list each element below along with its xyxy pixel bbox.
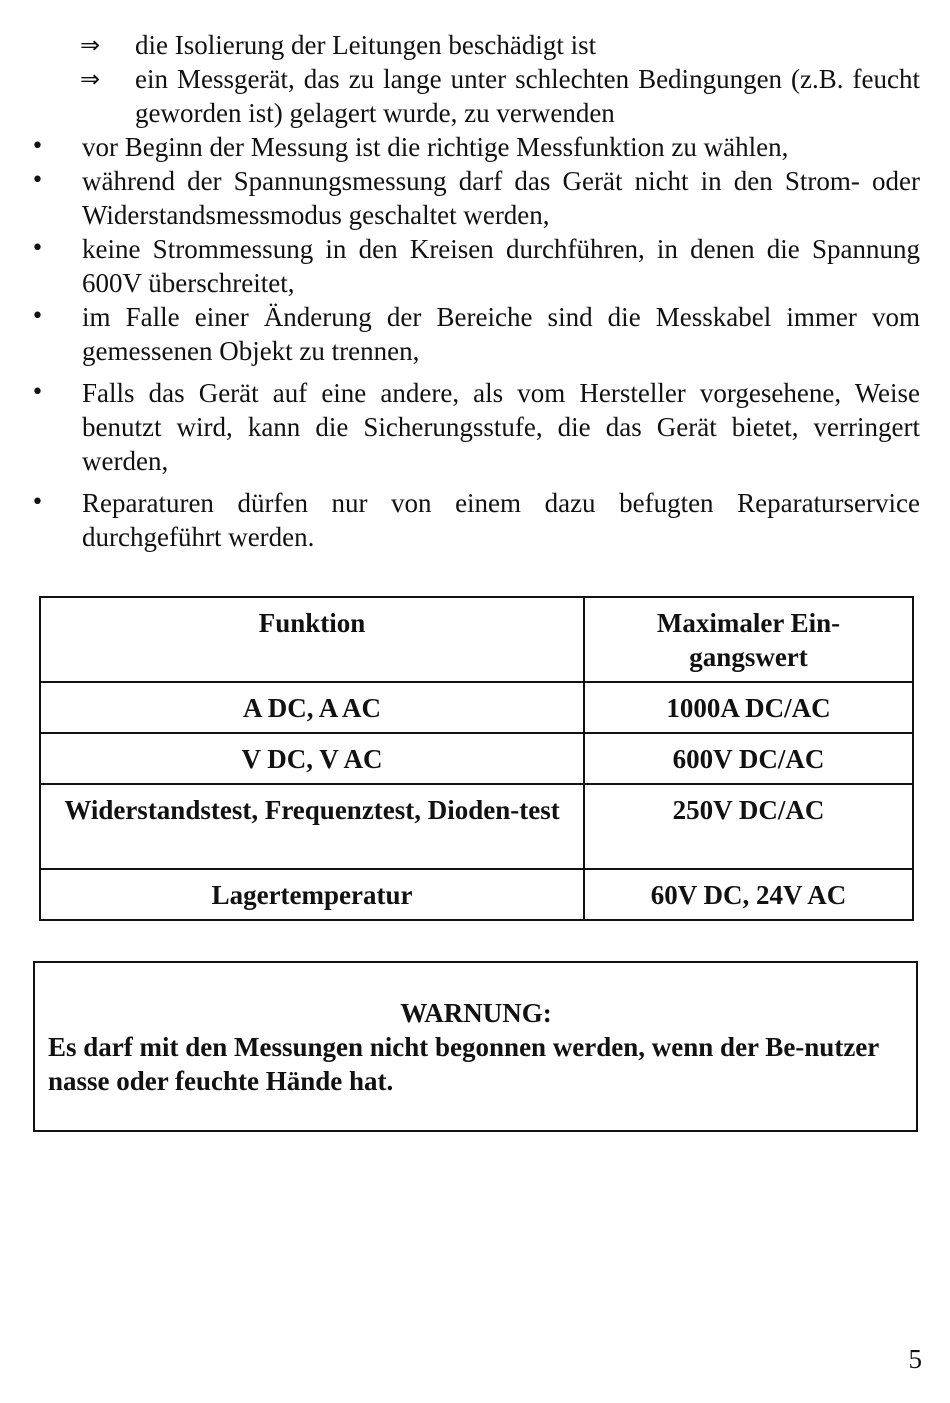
header-function: Funktion bbox=[40, 597, 584, 682]
bullet-icon: • bbox=[31, 380, 44, 405]
list-item-text: im Falle einer Änderung der Bereiche sind die Messkabel immer vom gemessenen Objekt zu trennen, bbox=[82, 302, 920, 366]
cell-function: V DC, V AC bbox=[40, 733, 584, 784]
arrow-list-item bbox=[80, 62, 920, 130]
cell-function: Lagertemperatur bbox=[40, 869, 584, 920]
bullet-icon: • bbox=[31, 304, 44, 329]
bullet-list-item bbox=[31, 486, 920, 554]
bullet-list-item bbox=[31, 376, 920, 478]
page-number: 5 bbox=[908, 1344, 922, 1374]
list-item-text: die Isolierung der Leitungen beschädigt ist bbox=[135, 30, 597, 60]
bullet-list-item bbox=[31, 232, 920, 300]
table-row bbox=[40, 784, 913, 869]
cell-function: Widerstandstest, Frequenztest, Dioden-test bbox=[40, 784, 584, 869]
table-row bbox=[40, 869, 913, 920]
list-item-text: vor Beginn der Messung ist die richtige Messfunktion zu wählen, bbox=[82, 132, 789, 162]
list-item-text: Falls das Gerät auf eine andere, als vom Hersteller vorgesehene, Weise benutzt wird, kann die Sicherungsstufe, die das Gerät bietet, verringert werden, bbox=[82, 378, 920, 476]
table-header-row bbox=[40, 597, 913, 682]
bullet-list-item bbox=[31, 164, 920, 232]
list-item-text: keine Strommessung in den Kreisen durchführen, in denen die Spannung 600V überschreitet, bbox=[82, 234, 920, 298]
bullet-icon: • bbox=[31, 236, 44, 261]
arrow-list-item bbox=[80, 28, 920, 62]
list-item-text: Reparaturen dürfen nur von einem dazu befugten Reparaturservice durchgeführt werden. bbox=[82, 488, 920, 552]
implication-arrow-icon: ⇒ bbox=[80, 31, 101, 59]
implication-arrow-icon: ⇒ bbox=[80, 65, 101, 93]
list-item-text: ein Messgerät, das zu lange unter schlechten Bedingungen (z.B. feucht geworden ist) gelagert wurde, zu verwenden bbox=[135, 64, 920, 128]
bullet-list-item bbox=[31, 300, 920, 368]
header-max-input: Maximaler Ein-gangswert bbox=[584, 597, 913, 682]
bullet-icon: • bbox=[31, 134, 44, 159]
list-item-text: während der Spannungsmessung darf das Gerät nicht in den Strom- oder Widerstandsmessmodus geschaltet werden, bbox=[82, 166, 920, 230]
cell-max-input: 250V DC/AC bbox=[584, 784, 913, 869]
bullet-list-item bbox=[31, 130, 920, 164]
bullet-icon: • bbox=[31, 490, 44, 515]
cell-function: A DC, A AC bbox=[40, 682, 584, 733]
table-row bbox=[40, 733, 913, 784]
table-row bbox=[40, 682, 913, 733]
cell-max-input: 600V DC/AC bbox=[584, 733, 913, 784]
cell-max-input: 60V DC, 24V AC bbox=[584, 869, 913, 920]
safety-list bbox=[0, 28, 950, 554]
bullet-icon: • bbox=[31, 168, 44, 193]
max-input-table bbox=[39, 596, 914, 921]
cell-max-input: 1000A DC/AC bbox=[584, 682, 913, 733]
warning-title: WARNUNG: bbox=[400, 998, 552, 1028]
warning-text: Es darf mit den Messungen nicht begonnen werden, wenn der Be-nutzer nasse oder feuchte Hände hat. bbox=[48, 1032, 879, 1096]
warning-box bbox=[33, 961, 918, 1132]
